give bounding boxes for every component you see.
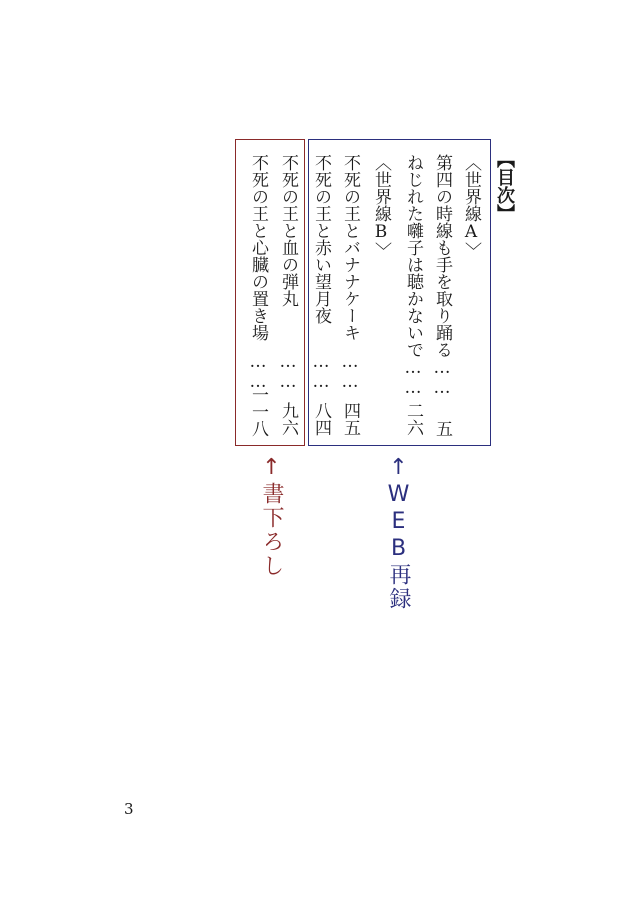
new-writing-note: ↑書下ろし (259, 455, 284, 578)
web-reprint-box (308, 139, 491, 446)
entry-page-1: 五 (432, 420, 452, 437)
entry-leader-4: …… (340, 352, 360, 392)
entry-leader-7: …… (248, 352, 268, 392)
entry-title: 第四の時線も手を取り踊る (432, 154, 452, 358)
entry-leader: …… (403, 358, 423, 398)
entry-title: 不死の王と心臓の置き場 (248, 154, 268, 341)
entry-title: 不死の王とバナナケーキ (340, 154, 360, 341)
toc-heading: 【目次】 (494, 150, 515, 222)
entry-title: 〈世界線A〉 (461, 154, 481, 259)
entry-title: 不死の王と血の弾丸 (278, 154, 298, 307)
entry-page-6: 九六 (278, 402, 298, 436)
page-number: 3 (124, 800, 134, 818)
entry-page-4: 四五 (340, 402, 360, 436)
entry-page-2: 二六 (403, 402, 423, 436)
entry-leader-5: …… (311, 352, 331, 392)
new-writing-box (235, 139, 305, 446)
entry-title: 〈世界線B〉 (371, 154, 391, 259)
entry-title: 不死の王と赤い望月夜 (311, 154, 331, 324)
entry-title: ねじれた囃子は聴かないで (403, 154, 423, 358)
entry-leader: …… (432, 358, 452, 398)
entry-page-7: 一一八 (248, 386, 268, 437)
entry-page-5: 八四 (311, 402, 331, 436)
web-reprint-note: ↑WEB再録 (386, 455, 411, 611)
entry-leader-6: …… (278, 352, 298, 392)
